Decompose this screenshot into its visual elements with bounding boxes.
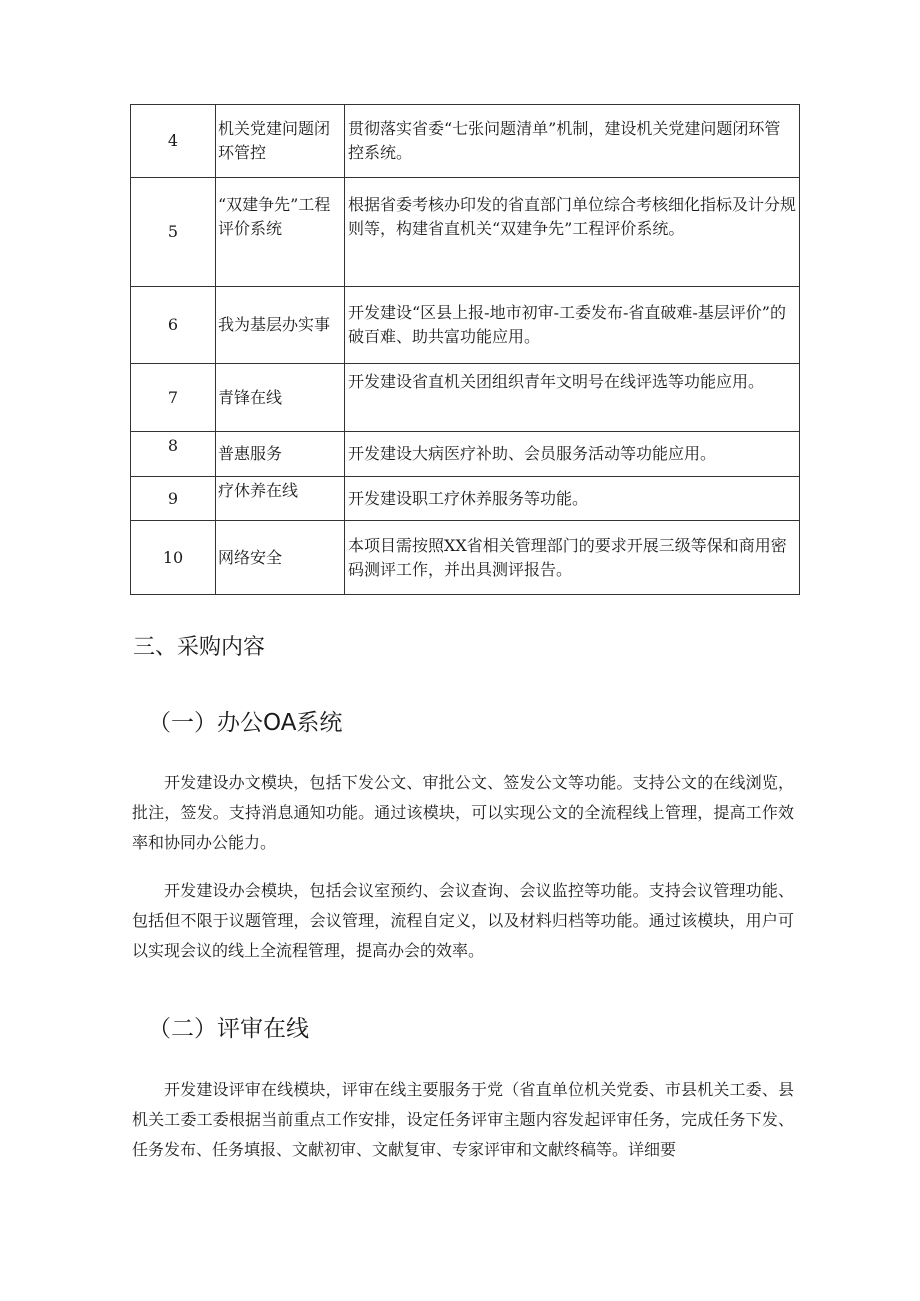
row-number: 4 bbox=[131, 105, 216, 178]
table-row bbox=[131, 432, 800, 477]
table-row bbox=[131, 178, 800, 287]
row-description: 开发建设省直机关团组织青年文明号在线评选等功能应用。 bbox=[345, 364, 800, 432]
row-number: 9 bbox=[131, 477, 216, 521]
row-description: 开发建设“区县上报-地市初审-工委发布-省直破难-基层评价”的破百难、助共富功能应用。 bbox=[345, 287, 800, 364]
table-row bbox=[131, 105, 800, 178]
paragraph: 开发建设评审在线模块，评审在线主要服务于党（省直单位机关党委、市县机关工委、县机关工委工委根据当前重点工作安排，设定任务评审主题内容发起评审任务，完成任务下发、任务发布、任务填报、文献初审、文献复审、专家评审和文献终稿等。详细要 bbox=[132, 1080, 794, 1159]
table-row bbox=[131, 477, 800, 521]
paragraph: 开发建设办文模块，包括下发公文、审批公文、签发公文等功能。支持公文的在线浏览，批注，签发。支持消息通知功能。通过该模块，可以实现公文的全流程线上管理，提高工作效率和协同办公能力。 bbox=[132, 773, 794, 852]
row-name: 疗休养在线 bbox=[216, 477, 345, 521]
row-description: 贯彻落实省委“七张问题清单”机制，建设机关党建问题闭环管控系统。 bbox=[345, 105, 800, 178]
row-name: 我为基层办实事 bbox=[216, 287, 345, 364]
row-name: 机关党建问题闭环管控 bbox=[216, 105, 345, 178]
row-number: 8 bbox=[131, 432, 216, 477]
row-name: 普惠服务 bbox=[216, 432, 345, 477]
paragraph: 开发建设办会模块，包括会议室预约、会议查询、会议监控等功能。支持会议管理功能、包括但不限于议题管理，会议管理，流程自定义，以及材料归档等功能。通过该模块，用户可以实现会议的线上全流程管理，提高办会的效率。 bbox=[132, 881, 794, 960]
row-number: 7 bbox=[131, 364, 216, 432]
row-name: 青锋在线 bbox=[216, 364, 345, 432]
row-number: 6 bbox=[131, 287, 216, 364]
row-number: 5 bbox=[131, 178, 216, 287]
row-description: 根据省委考核办印发的省直部门单位综合考核细化指标及计分规则等，构建省直机关“双建争先”工程评价系统。 bbox=[345, 178, 800, 287]
table-row bbox=[131, 364, 800, 432]
table-row bbox=[131, 521, 800, 595]
row-name: “双建争先”工程评价系统 bbox=[216, 178, 345, 287]
row-name: 网络安全 bbox=[216, 521, 345, 595]
requirements-table bbox=[130, 104, 800, 595]
table-row bbox=[131, 287, 800, 364]
section-title: 三、采购内容 bbox=[133, 635, 266, 660]
row-description: 开发建设大病医疗补助、会员服务活动等功能应用。 bbox=[345, 432, 800, 477]
row-description: 本项目需按照XX省相关管理部门的要求开展三级等保和商用密码测评工作，并出具测评报告。 bbox=[345, 521, 800, 595]
subsection-title: （二）评审在线 bbox=[148, 1016, 309, 1042]
subsection-title: （一）办公OA系统 bbox=[148, 710, 343, 736]
row-number: 10 bbox=[131, 521, 216, 595]
row-description: 开发建设职工疗休养服务等功能。 bbox=[345, 477, 800, 521]
